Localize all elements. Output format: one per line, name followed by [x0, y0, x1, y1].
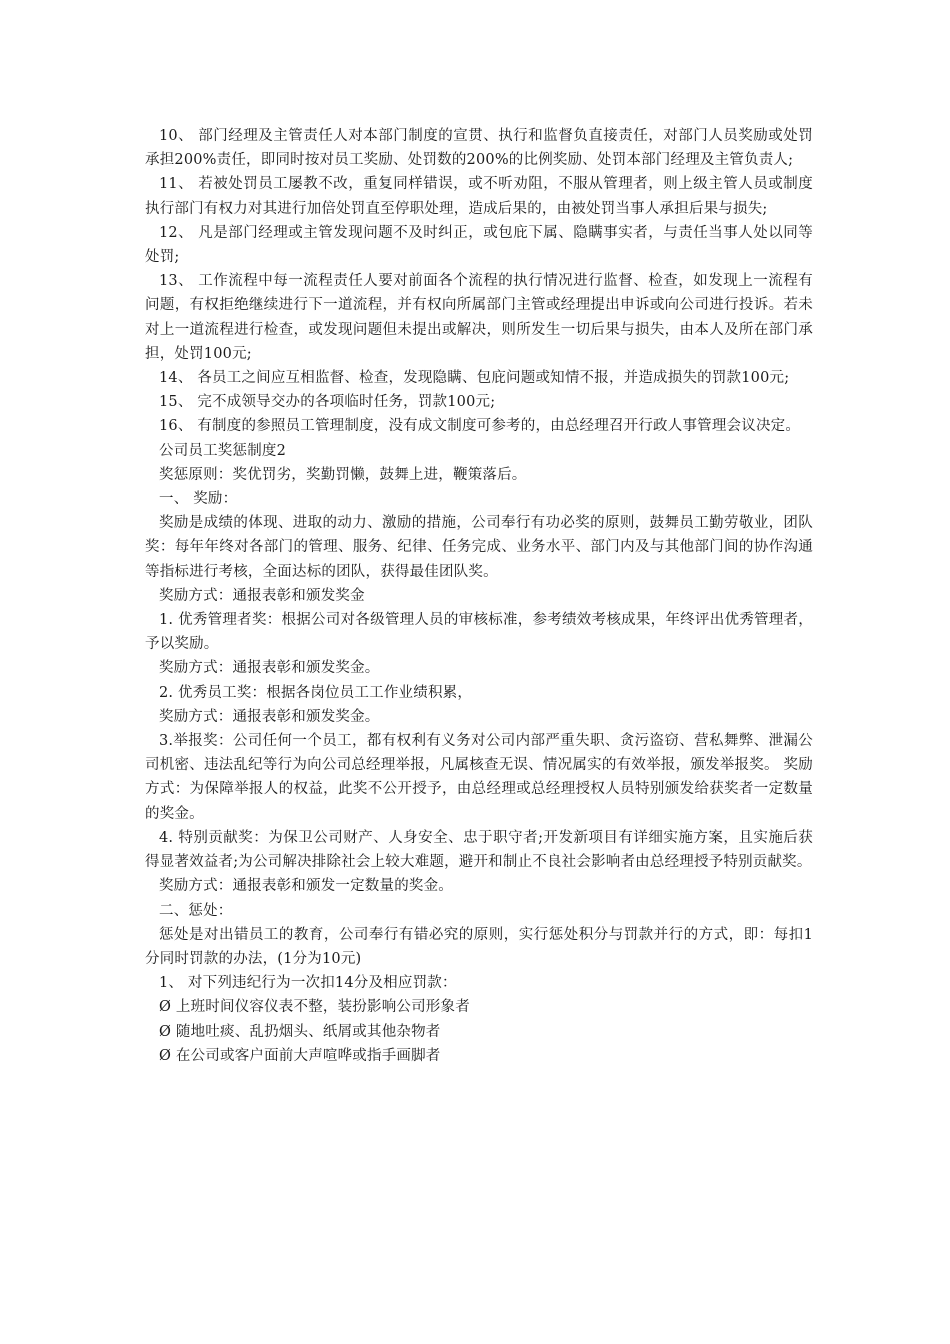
reward-method: 奖励方式：通报表彰和颁发奖金。 [159, 660, 380, 677]
penalty-intro: 惩处是对出错员工的教育，公司奉行有错必究的原则，实行惩处积分与罚款并行的方式，即：每扣1分同时罚款的办法，(1分为10元) [145, 926, 813, 967]
reward-heading: 一、 奖励： [159, 491, 238, 508]
penalty-heading: 二、惩处： [159, 902, 233, 919]
clause-15: 15、 完不成领导交办的各项临时任务，罚款100元; [159, 394, 496, 411]
section-title: 公司员工奖惩制度2 [159, 442, 287, 459]
reward-intro: 奖励是成绩的体现、进取的动力、激励的措施，公司奉行有功必奖的原则，鼓舞员工勤劳敬业，团队奖：每年年终对各部门的管理、服务、纪律、任务完成、业务水平、部门内及与其他部门间的协作沟通等指标进行考核，全面达标的团队，获得最佳团队奖。 [145, 515, 813, 580]
clause-16: 16、 有制度的参照员工管理制度，没有成文制度可参考的，由总经理召开行政人事管理会议决定。 [159, 418, 801, 435]
reward-method: 奖励方式：通报表彰和颁发奖金。 [159, 708, 380, 725]
manager-award: 1. 优秀管理者奖：根据公司对各级管理人员的审核标准，参考绩效考核成果，年终评出优秀管理者，予以奖励。 [145, 612, 813, 653]
reward-method: 奖励方式：通报表彰和颁发一定数量的奖金。 [159, 878, 453, 895]
clause-10: 10、 部门经理及主管责任人对本部门制度的宣贯、执行和监督负直接责任，对部门人员奖励或处罚承担200%责任，即同时按对员工奖励、处罚数的200%的比例奖励、处罚本部门经理及主管负责人; [145, 128, 813, 169]
employee-award: 2. 优秀员工奖：根据各岗位员工工作业绩积累， [159, 684, 473, 701]
violation-bullet: Ø 上班时间仪容仪表不整，装扮影响公司形象者 [159, 999, 470, 1016]
violation-bullet: Ø 在公司或客户面前大声喧哗或指手画脚者 [159, 1047, 441, 1064]
reward-method: 奖励方式：通报表彰和颁发奖金 [159, 587, 365, 604]
special-contribution-award: 4. 特别贡献奖：为保卫公司财产、人身安全、忠于职守者;开发新项目有详细实施方案，且实施后获得显著效益者;为公司解决排除社会上较大难题，避开和制止不良社会影响者由总经理授予特别贡献奖。 [145, 829, 813, 871]
clause-13: 13、 工作流程中每一流程责任人要对前面各个流程的执行情况进行监督、检查，如发现上一流程有问题，有权拒绝继续进行下一道流程，并有权向所属部门主管或经理提出申诉或向公司进行投诉。若未对上一道流程进行检查，或发现问题但未提出或解决，则所发生一切后果与损失，由本人及所在部门承担，处罚100元; [145, 273, 813, 362]
clause-11: 11、 若被处罚员工屡教不改，重复同样错误，或不听劝阻，不服从管理者，则上级主管人员或制度执行部门有权力对其进行加倍处罚直至停职处理，造成后果的，由被处罚当事人承担后果与损失; [145, 176, 813, 217]
clause-14: 14、 各员工之间应互相监督、检查，发现隐瞒、包庇问题或知情不报，并造成损失的罚款100元; [159, 370, 790, 387]
whistleblower-award: 3.举报奖：公司任何一个员工，都有权利有义务对公司内部严重失职、贪污盗窃、营私舞弊、泄漏公司机密、违法乱纪等行为向公司总经理举报，凡属核查无误、情况属实的有效举报，颁发举报奖。 奖励方式：为保障举报人的权益，此奖不公开授予，由总经理或总经理授权人员特别颁发给获奖者一定数量的奖金。 [145, 733, 813, 822]
clause-12: 12、 凡是部门经理或主管发现问题不及时纠正，或包庇下属、隐瞒事实者，与责任当事人处以同等处罚; [145, 224, 813, 266]
document-body [145, 124, 813, 1068]
violation-bullet: Ø 随地吐痰、乱扔烟头、纸屑或其他杂物者 [159, 1023, 441, 1040]
penalty-item-1: 1、 对下列违纪行为一次扣14分及相应罚款： [159, 975, 457, 992]
principle-text: 奖惩原则：奖优罚劣，奖勤罚懒，鼓舞上进，鞭策落后。 [159, 466, 527, 483]
